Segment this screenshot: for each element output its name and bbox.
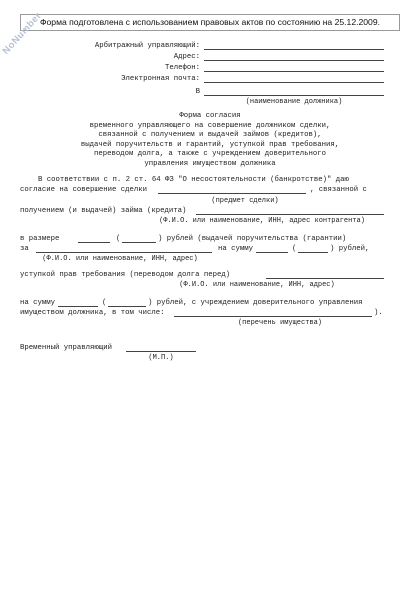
field-label-manager: Арбитражный управляющий: (94, 42, 200, 50)
title-line-2: временного управляющего на совершение должником сделки, (89, 121, 331, 130)
field-line-email[interactable] (204, 82, 384, 83)
p4-line-2-tail: ). (374, 309, 383, 317)
trust-words-line[interactable] (108, 306, 146, 307)
property-list-line[interactable] (174, 316, 372, 317)
amount-words-line[interactable] (122, 242, 156, 243)
form-banner: Форма подготовлена с использованием правовых актов по состоянию на 25.12.2009. (20, 14, 400, 31)
trust-amount-line[interactable] (58, 306, 98, 307)
p1-line-1: В соответствии с п. 2 ст. 64 ФЗ "О несостоятельности (банкротстве)" даю (38, 176, 349, 184)
guarantee-amount-line[interactable] (256, 252, 288, 253)
p2-line-2-paren: ( (292, 245, 297, 253)
title-line-4: выдачей поручительств и гарантий, уступкой прав требования, (80, 140, 340, 149)
debtor-name-caption: (наименование должника) (245, 98, 343, 106)
p2-line-1-tail: ) рублей (выдачей поручительства (гарантии) (158, 235, 347, 243)
deal-subject-caption: (предмет сделки) (211, 197, 279, 205)
assignee-caption: (Ф.И.О. или наименование, ИНН, адрес) (179, 281, 335, 289)
title-line-3: связанной с получением и выдачей займов (кредитов), (98, 131, 322, 139)
p4-line-2-text: имуществом должника, в том числе: (20, 309, 165, 317)
deal-subject-line[interactable] (158, 193, 306, 194)
p2-line-2-sum: на сумму (218, 245, 254, 253)
p4-line-1-tail: ) рублей, с учреждением доверительного управления (148, 299, 363, 307)
p4-line-1-text: на сумму (20, 299, 56, 307)
amount-line[interactable] (78, 242, 110, 243)
p2-line-2-tail: ) рублей, (330, 245, 370, 253)
signature-label: Временный управляющий (20, 344, 112, 352)
p4-line-1-paren: ( (102, 299, 107, 307)
p1-line-3-text: получением (и выдачей) займа (кредита) (20, 207, 187, 215)
p1-line-2-tail: , связанной с (310, 186, 367, 194)
p2-line-1-paren: ( (116, 235, 121, 243)
signature-line[interactable] (126, 351, 196, 352)
guarantee-words-line[interactable] (298, 252, 328, 253)
field-label-email: Электронная почта: (121, 75, 200, 83)
p2-line-2-text: за (20, 245, 29, 253)
assignee-line[interactable] (266, 278, 384, 279)
watermark: NoNumber (0, 10, 44, 57)
guarantee-person-caption: (Ф.И.О. или наименование, ИНН, адрес) (42, 255, 198, 263)
property-list-caption: (перечень имущества) (237, 319, 322, 327)
title-line-5: переводом долга, а также с учреждением доверительного (93, 150, 327, 158)
p2-line-1-text: в размере (20, 235, 60, 243)
field-line-phone[interactable] (204, 71, 384, 72)
guarantee-person-line[interactable] (36, 252, 212, 253)
title-line-1: Форма согласия (179, 112, 241, 120)
title-line-6: управления имуществом должника (144, 159, 276, 168)
debtor-name-line[interactable] (204, 95, 384, 96)
field-line-address[interactable] (204, 60, 384, 61)
stamp-caption: (М.П.) (148, 354, 174, 362)
to-prefix: В (195, 88, 200, 96)
counterparty-caption: (Ф.И.О. или наименование, ИНН, адрес контрагента) (159, 217, 365, 225)
p3-line-1-text: уступкой прав требования (переводом долга перед) (20, 271, 231, 279)
field-label-address: Адрес: (173, 53, 200, 61)
field-label-phone: Телефон: (164, 64, 200, 72)
field-line-manager[interactable] (204, 49, 384, 50)
counterparty-line[interactable] (196, 214, 384, 215)
form-title (40, 112, 380, 169)
p1-line-2-text: согласие на совершение сделки (20, 186, 147, 194)
